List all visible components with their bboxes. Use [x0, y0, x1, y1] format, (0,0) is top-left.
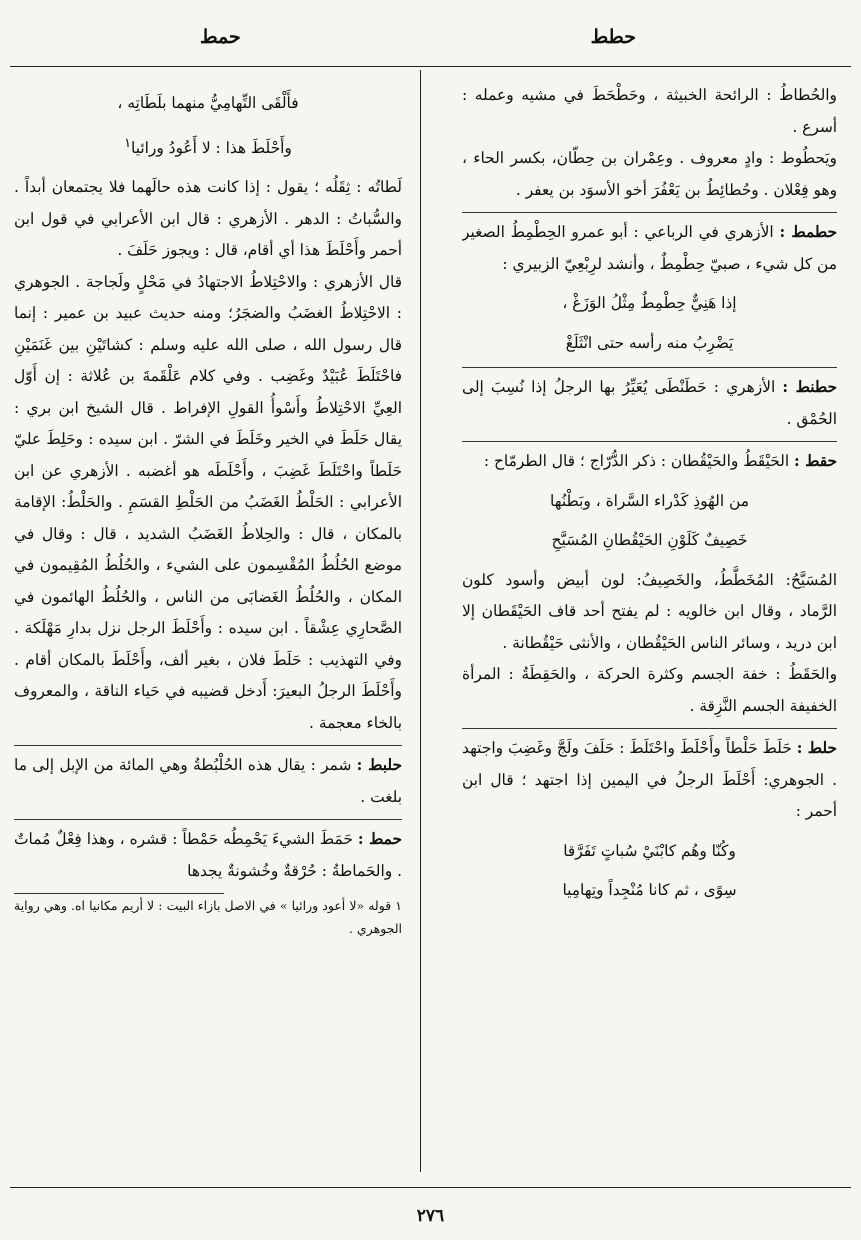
verse-line: خَصِيفٌ كَلَوْنِ الحَيْقُطانِ المُسَيَّحِ [551, 531, 748, 549]
headword: حطمط : [779, 223, 837, 241]
verse-line: سِوًى ، ثم كانا مُنْجِداً وتِهامِيا [562, 881, 737, 899]
entry-text: الحَيْقَطُ والحَيْقُطان : ذكر الدُّرّاج ؛ قال الطرمّاح : [483, 452, 790, 470]
running-header-right: حطط [590, 26, 636, 48]
headword: حلبط : [356, 756, 402, 775]
entry-hulbut [14, 745, 402, 813]
verse-line: إذا هَنِيٌّ حِطْمِطٌ مِثْلُ الوَزَغْ ، [562, 294, 737, 312]
verse-line: وأَحْلَطَ هذا : لا أَعُودُ ورائيا [131, 138, 292, 157]
entry-text: الأزهري في الرباعي : أبو عمرو الحِطْمِطُ الصغير من كل شيء ، صبيّ حِطْمِطٌ ، وأنشد لرِبْعِيّ الزبيري : [462, 223, 837, 273]
verse-line: من الهُوذِ كَدْراء السَّراة ، وبَطْنُها [550, 491, 749, 510]
verse-line: فأَلْقَى التِّهامِيُّ منهما بلَطَاتِه ، [117, 94, 299, 112]
verse-line: يَضْرِبُ منه رأسه حتى انْثَلَغْ [565, 333, 734, 352]
text-paragraph: لَطاتُه : ثِقَلُه ؛ يقول : إذا كانت هذه حالَهما فلا يجتمعان أبداً . والسُّباتُ : الدهر . الأزهري : قال ابن الأعرابي في قول ابن أحمر وأَحْلَطَ هذا أي أقام، قال : ويجوز حَلَفَ . [14, 178, 402, 260]
text-paragraph: قال الأزهري : والاحْتِلاطُ الاجتهادُ في مَحْلٍ ولَجاجة . الجوهري : الاحْتِلاطُ الغضَبُ والضجَرُ؛ ومنه حديث عبيد بن عمير : إنما قال رسول الله ، صلى الله عليه وسلم : كشاتَيْنِ بين غَنَمَيْنِ فاحْتَلَطَ عُبَيْدٌ وغَضِب . وفي كلام عَلْقَمةَ بن عُلاثة : إن أَوّل العِيِّ الاحْتِلاطُ وأَسْوأُ القولِ الإفراط . قال الشيخ ابن بري : يقال حَلَطَ في الخير وخَلَطَ في الشرّ . ابن سيده : وحَلِطَ عليّ حَلَطاً واحْتَلَطَ غَضِبَ ، وأَحْلَطَه هو أغضبه . الأزهري عن ابن الأعرابي : الحَلْطُ الغَضَبُ من الحَلْطِ القسَمِ . والحَلْطُ: الإقامة بالمكان ، قال : والحِلاطُ الغَضَبُ الشديد ، قال : وقال في موضع الحُلُطُ المُقْسِمون على الشيء ، والحُلُطُ المُقِيمون في المكان ، والحُلُطُ الغَضابَى من الناس ، والحُلُطُ الهائمون في الصَّحارِي عِشْقاً . ابن سيده : وأَحْلَطَ الرجل نزل بدارِ مَهْلَكة . وفي التهذيب : حَلَطَ فلان ، بغير ألف، وأَحْلَطَ بالمكان أقام . وأَحْلَطَ الرجلُ البعيرَ: أَدخل قضيبه في حَياء الناقة ، والمعروف بالخاء معجمة . [14, 272, 402, 732]
verse-line: وكُنّا وهُم كابْنَيْ سُباتٍ تَفَرَّقا [563, 841, 736, 860]
headword: حلط : [796, 739, 837, 757]
top-rule [10, 66, 851, 67]
headword: حطنط : [782, 378, 837, 396]
entry-hatmat [462, 212, 837, 359]
headword: حمط : [357, 830, 402, 849]
text-paragraph: ويَحطُوط : وادٍ معروف . وعِمْران بن حِطّان، بكسر الحاء ، وهو فِعْلان . وحُطائِطُ بن يَعْفُرَ أخو الأسوَد بن يعفر . [462, 149, 837, 199]
page-number: ٢٧٦ [416, 1206, 445, 1226]
entry-hayqat [462, 441, 837, 722]
footnote: ١ قوله «لا أعود ورائيا » في الاصل بازاء البيت : لا أريم مكانيا اه. وهي رواية الجوهري . [14, 898, 402, 937]
entry-text: الأزهري : حَطَنْطَى يُعَيِّرُ بها الرجلُ إذا نُسِبَ إلى الحُمْق . [462, 378, 837, 428]
entry-text: حَلَطَ حَلْطاً وأَحْلَطَ واحْتَلَطَ : حَلَفَ ولَجَّ وغَضِبَ واجتهد . الجوهري: أَحْلَطَ الرجلُ في اليمين إذا اجتهد ؛ قال ابن أحمر : [462, 739, 837, 820]
footnote-marker: ١ [124, 135, 132, 151]
entry-text: شمر : يقال هذه الحُلْبُطةُ وهي المائة من الإبل إلى ما بلغت . [14, 756, 402, 806]
running-header-left: حمط [200, 26, 241, 48]
right-column [462, 80, 837, 1165]
text-paragraph: والحُطاطُ : الرائحة الخبيثة ، وحَطْحَطَ في مشيه وعمله : أسرع . [462, 86, 837, 136]
entry-text: المُسَيَّحُ: المُخَطَّطُ، والخَصِيفُ: لون أبيض وأسود كلون الرَّماد ، وقال ابن خالويه : لم يفتح أحد قاف الحَيْقَطان إلا ابن دريد ، وسائر الناس الحَيْقُطان ، والأنثى حَيْقُطانة . [462, 570, 837, 652]
entry-text: حَمَطَ الشيءَ يَحْمِطُه حَمْطاً : قشره ، وهذا فِعْلٌ مُماتٌ . والحَماطةُ : حُرْقةٌ وخُشونةٌ يجدها [14, 830, 402, 880]
entry-hatnat [462, 367, 837, 435]
left-column [14, 80, 402, 1165]
entry-halat [462, 728, 837, 907]
entry-hamat [14, 819, 402, 887]
entry-text: والحَقَطُ : خفة الجسم وكثرة الحركة ، والحَقِطَةُ : المرأة الخفيفة الجسم النَّزِقة . [462, 665, 837, 715]
bottom-rule [10, 1187, 851, 1188]
headword: حقط : [794, 452, 837, 470]
column-divider [420, 70, 421, 1172]
